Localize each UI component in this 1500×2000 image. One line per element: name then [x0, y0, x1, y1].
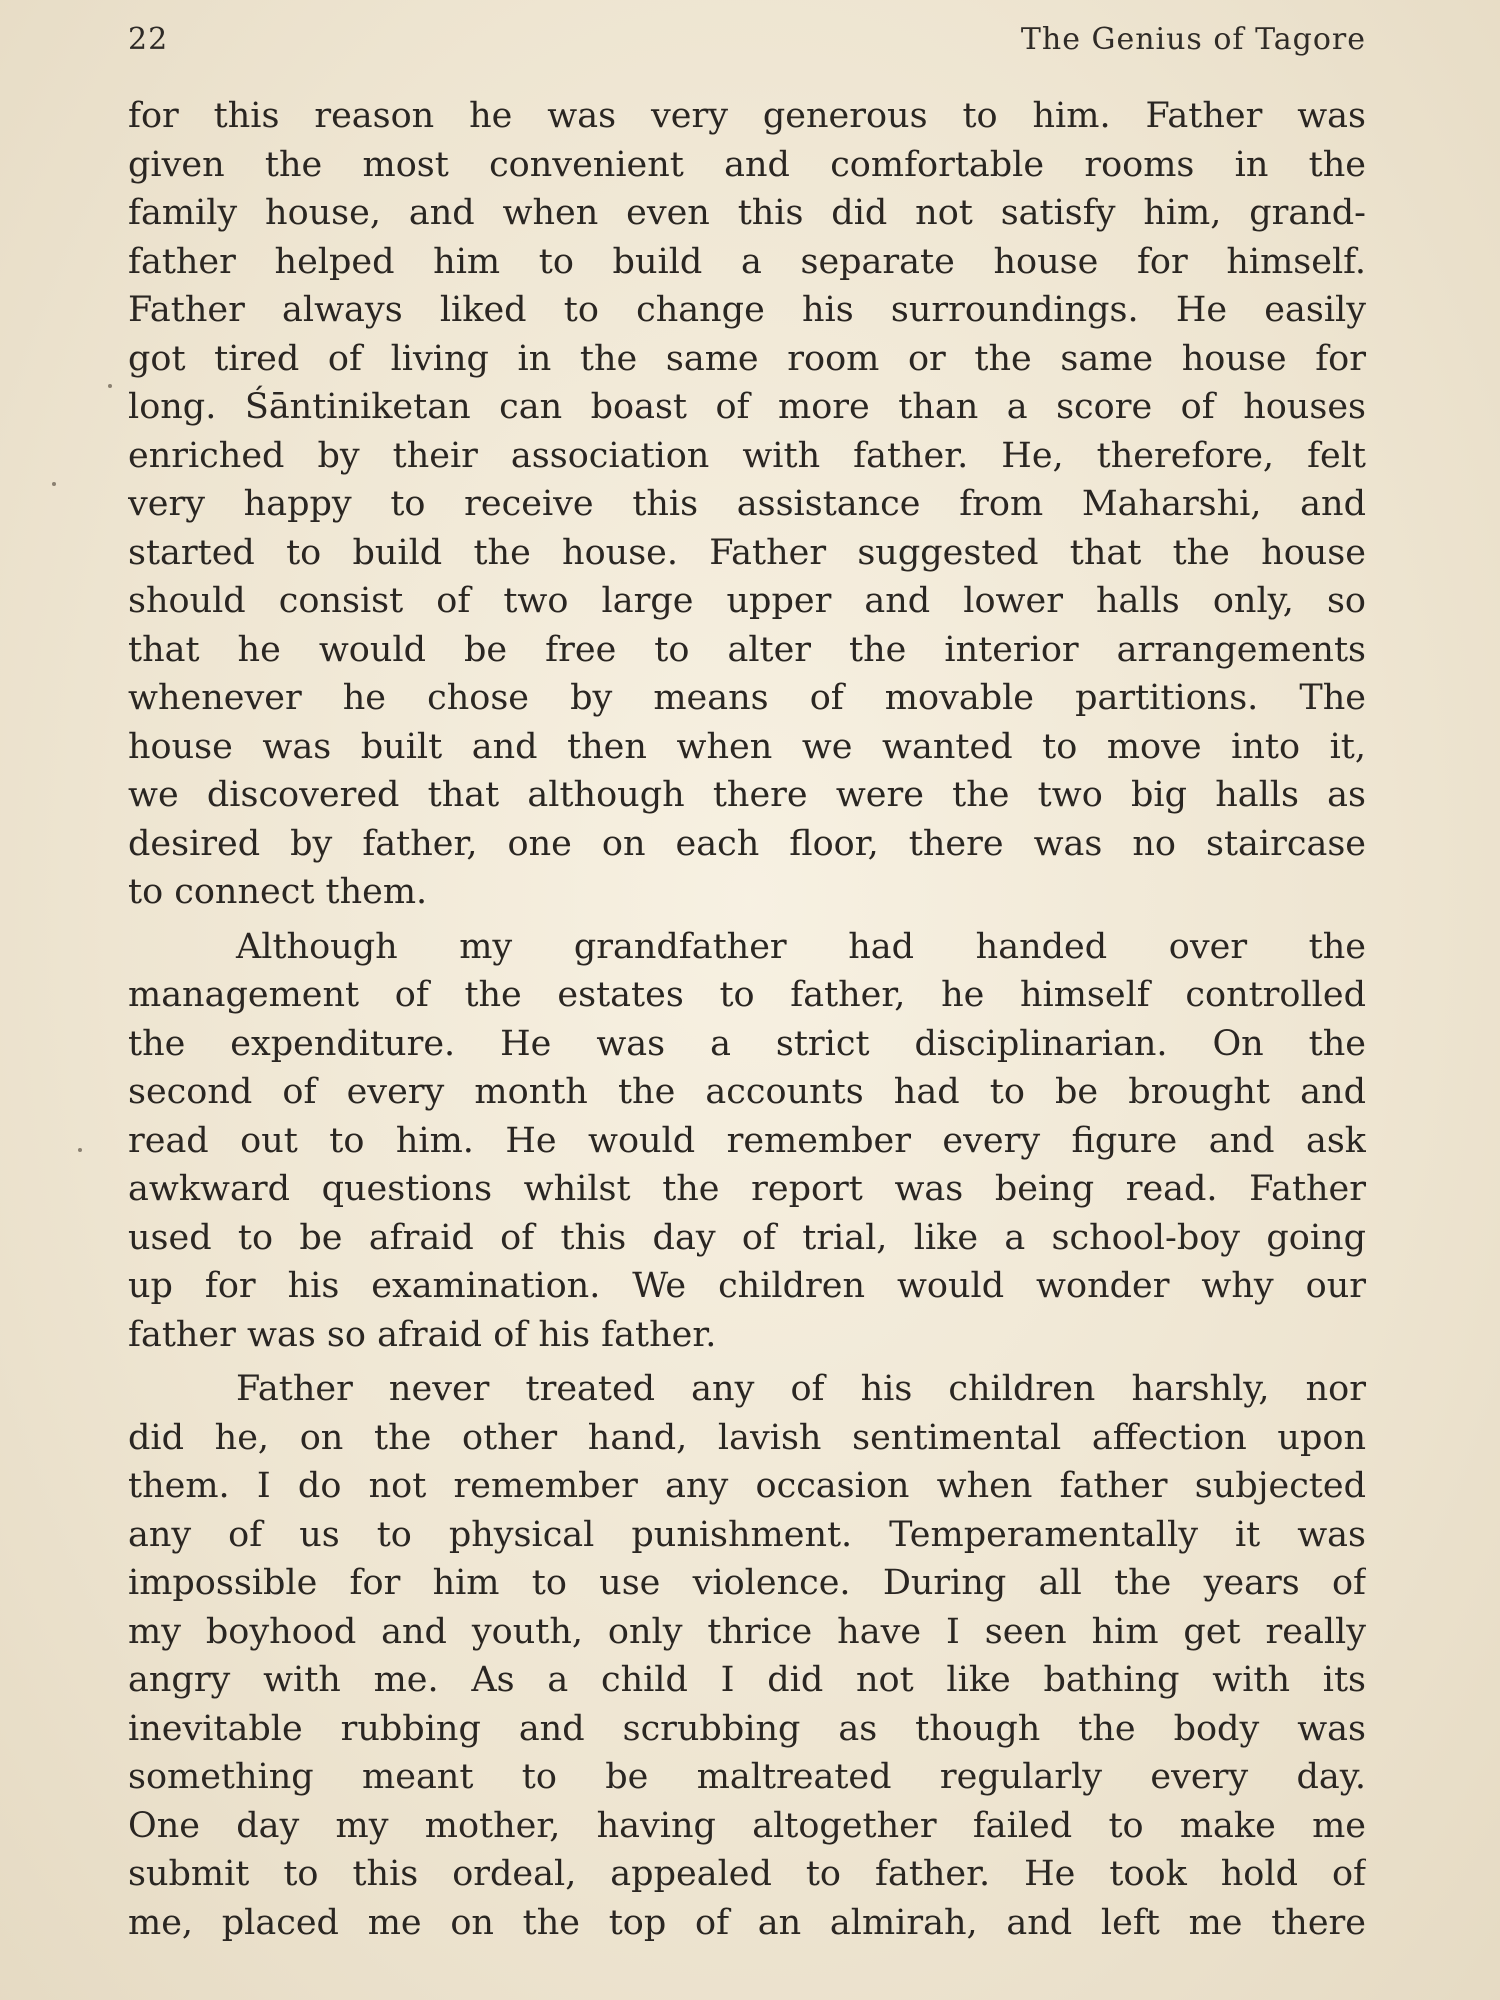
text-line: submit to this ordeal, appealed to father. He took hold of	[128, 1854, 1366, 1894]
page-number: 22	[128, 22, 169, 57]
text-line: my boyhood and youth, only thrice have I seen him get really	[128, 1611, 1366, 1652]
paragraph-2	[128, 923, 1366, 1360]
text-line: read out to him. He would remember every figure and ask	[128, 1120, 1366, 1161]
text-line: me, placed me on the top of an almirah, and left me there	[128, 1902, 1366, 1943]
text-line: long. Śāntiniketan can boast of more than a score of houses	[128, 387, 1366, 427]
text-line: management of the estates to father, he himself controlled	[128, 975, 1366, 1015]
text-line: should consist of two large upper and lower halls only, so	[128, 581, 1366, 621]
ink-speck	[108, 384, 112, 388]
text-line: One day my mother, having altogether failed to make me	[128, 1805, 1366, 1846]
text-line: Although my grandfather had handed over the	[236, 926, 1366, 967]
text-line: desired by father, one on each floor, there was no staircase	[128, 823, 1366, 864]
paragraph-3	[128, 1365, 1366, 1947]
text-line: house was built and then when we wanted to move into it,	[128, 726, 1366, 767]
text-line: Father always liked to change his surroundings. He easily	[128, 290, 1366, 330]
text-line: to connect them.	[128, 872, 428, 912]
paragraph-1	[128, 92, 1366, 917]
book-title: The Genius of Tagore	[1020, 22, 1366, 57]
text-line: the expenditure. He was a strict disciplinarian. On the	[128, 1023, 1366, 1064]
text-line: Father never treated any of his children harshly, nor	[236, 1369, 1366, 1409]
ink-speck	[52, 482, 56, 486]
text-line: angry with me. As a child I did not like bathing with its	[128, 1660, 1366, 1700]
text-line: started to build the house. Father suggested that the house	[128, 532, 1366, 573]
running-head	[128, 22, 1366, 66]
text-line: inevitable rubbing and scrubbing as though the body was	[128, 1708, 1366, 1749]
text-line: for this reason he was very generous to him. Father was	[128, 96, 1366, 136]
body-text	[128, 92, 1366, 1947]
text-line: enriched by their association with father. He, therefore, felt	[128, 435, 1366, 476]
text-line: up for his examination. We children would wonder why our	[128, 1266, 1366, 1306]
ink-speck	[78, 1148, 82, 1152]
text-line: very happy to receive this assistance from Maharshi, and	[128, 484, 1366, 524]
text-line: awkward questions whilst the report was being read. Father	[128, 1169, 1366, 1209]
text-line: them. I do not remember any occasion when father subjected	[128, 1466, 1366, 1506]
text-line: father was so afraid of his father.	[128, 1314, 717, 1355]
text-line: whenever he chose by means of movable partitions. The	[128, 678, 1366, 718]
text-line: any of us to physical punishment. Temperamentally it was	[128, 1514, 1366, 1555]
text-line: given the most convenient and comfortable rooms in the	[128, 144, 1366, 185]
text-line: did he, on the other hand, lavish sentimental affection upon	[128, 1417, 1366, 1458]
text-line: something meant to be maltreated regularly every day.	[128, 1757, 1366, 1797]
text-line: we discovered that although there were the two big halls as	[128, 775, 1366, 815]
text-line: family house, and when even this did not satisfy him, grand-	[128, 193, 1366, 233]
text-line: father helped him to build a separate house for himself.	[128, 241, 1366, 282]
text-line: second of every month the accounts had to be brought and	[128, 1072, 1366, 1112]
text-line: got tired of living in the same room or the same house for	[128, 338, 1366, 379]
text-line: that he would be free to alter the interior arrangements	[128, 629, 1366, 670]
text-line: used to be afraid of this day of trial, like a school-boy going	[128, 1217, 1366, 1258]
text-line: impossible for him to use violence. During all the years of	[128, 1563, 1366, 1603]
